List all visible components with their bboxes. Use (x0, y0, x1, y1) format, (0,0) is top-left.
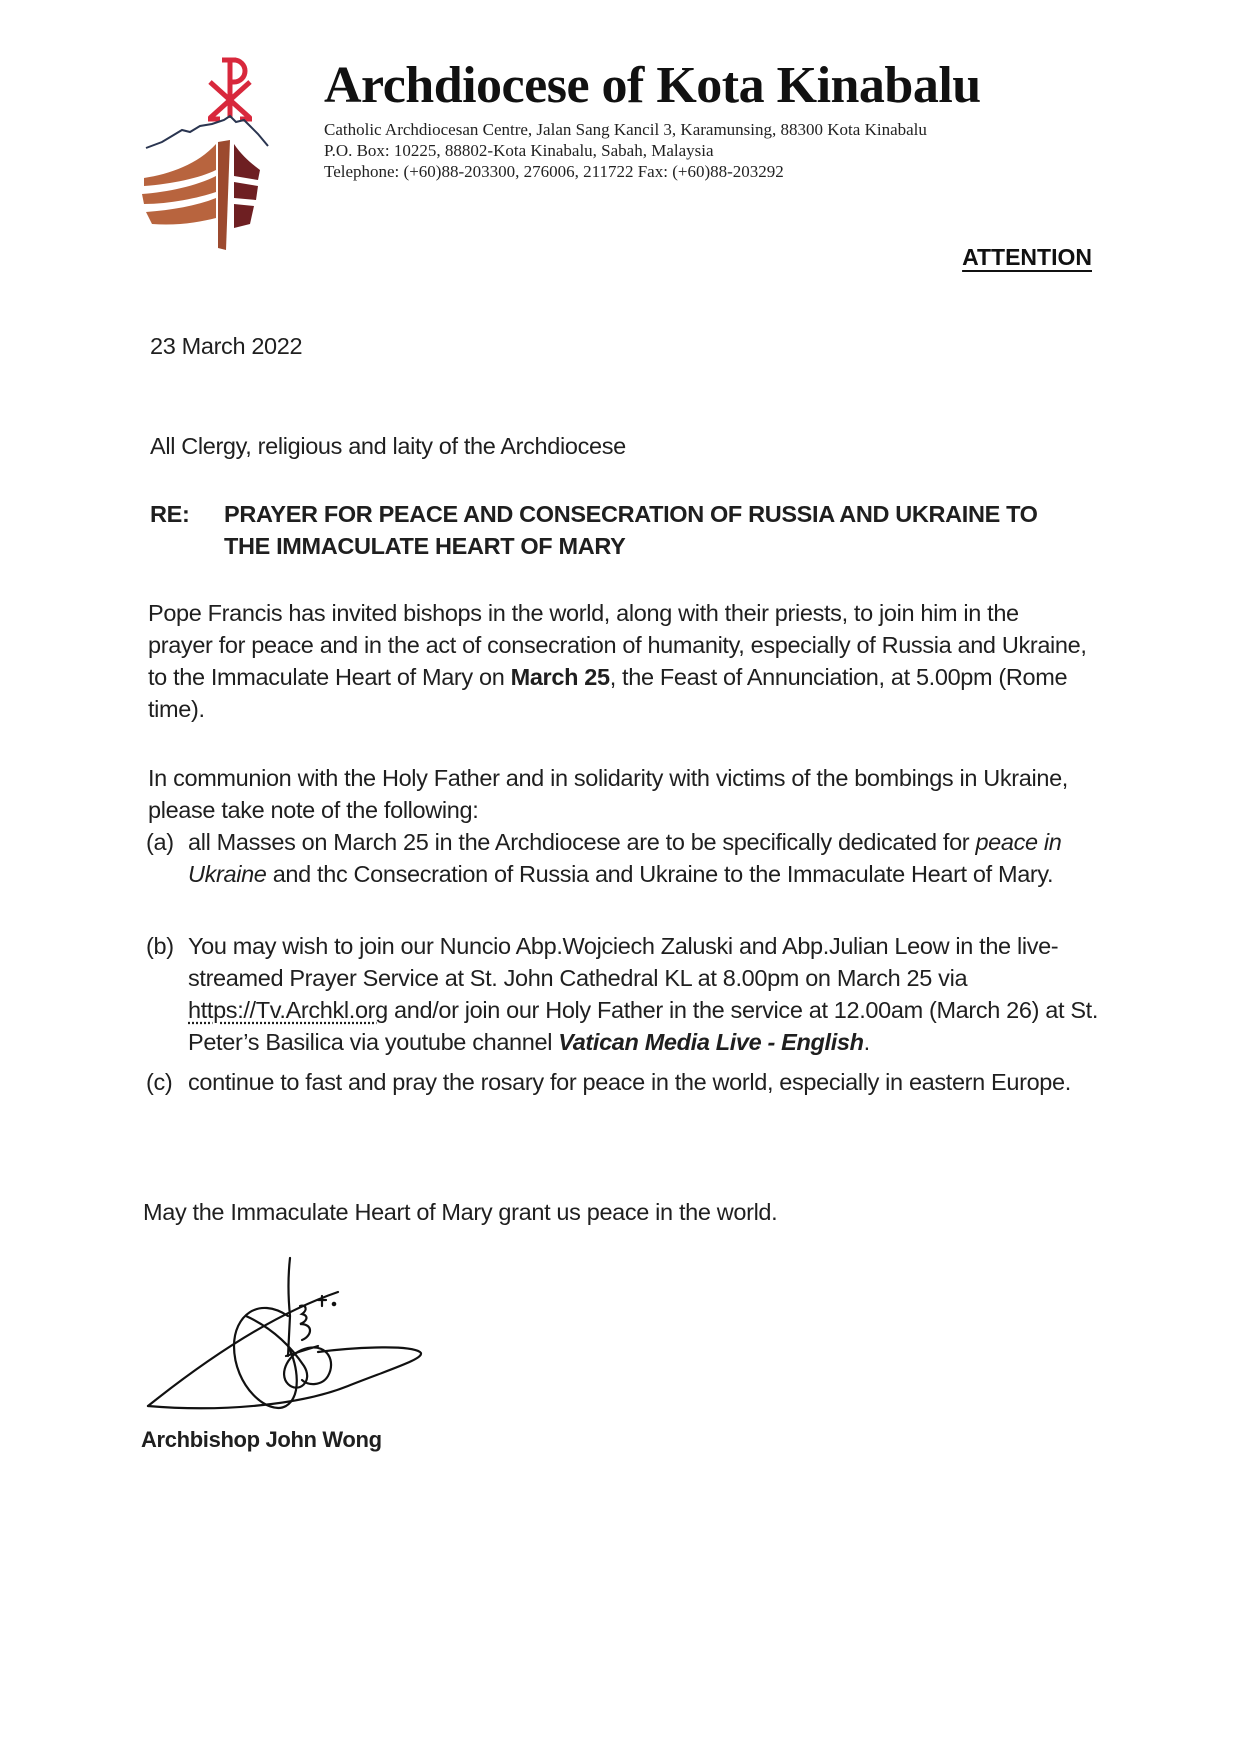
list-item-text: all Masses on March 25 in the Archdiocese are to be specifically dedicated for (188, 829, 976, 855)
chi-rho-icon (208, 60, 252, 119)
list-item-text: . (863, 1029, 870, 1055)
list-item-text: continue to fast and pray the rosary for peace in the world, especially in eastern Europe. (188, 1069, 1071, 1095)
list-marker: (c) (146, 1069, 173, 1095)
boat-icon (142, 140, 260, 250)
paragraph-communion: In communion with the Holy Father and in solidarity with victims of the bombings in Ukraine, please take note of the following: (148, 765, 1068, 823)
bold-date: March 25 (510, 664, 610, 690)
list-item-text: You may wish to join our Nuncio Abp.Wojciech Zaluski and Abp.Julian Leow in the live-streamed Prayer Service at St. John Cathedral KL at 8.00pm on March 25 via (188, 933, 1059, 991)
recipient-line: All Clergy, religious and laity of the Archdiocese (150, 433, 626, 459)
paragraph-text: Pope Francis has invited bishops in the world, along with their priests, to join him in the prayer for peace and in the act of consecration of humanity, especially of Russia and Ukraine, to the Immaculate Heart of Mary on (148, 600, 1087, 690)
list-item-a (146, 826, 1106, 890)
list-item-content (188, 930, 1106, 1058)
archdiocese-logo (138, 52, 288, 252)
organization-name: Archdiocese of Kota Kinabalu (324, 57, 981, 114)
list-item-c (146, 1066, 1106, 1098)
paragraph-text: , the Feast of Annunciation, at 5.00pm (Rome time). (148, 664, 1068, 722)
address-line: Catholic Archdiocesan Centre, Jalan Sang Kancil 3, Karamunsing, 88300 Kota Kinabalu (324, 120, 927, 139)
paragraph-invitation (148, 597, 1088, 725)
list-marker: (b) (146, 933, 174, 959)
list-marker: (a) (146, 829, 174, 855)
list-item-text: and thc Consecration of Russia and Ukraine to the Immaculate Heart of Mary. (266, 861, 1054, 887)
signature-icon (138, 1256, 438, 1416)
list-item-b (146, 930, 1106, 1058)
letter-date: 23 March 2022 (150, 333, 303, 359)
subject-text: PRAYER FOR PEACE AND CONSECRATION OF RUSSIA AND UKRAINE TO THE IMMACULATE HEART OF MARY (224, 501, 1038, 559)
list-item-content (188, 826, 1106, 890)
po-box-line: P.O. Box: 10225, 88802-Kota Kinabalu, Sabah, Malaysia (324, 141, 714, 160)
subject-label: RE: (150, 501, 190, 527)
italic-text: peace in Ukraine (188, 829, 1062, 887)
livestream-link[interactable]: https://Tv.Archkl.org (188, 997, 388, 1023)
closing-line: May the Immaculate Heart of Mary grant us peace in the world. (143, 1199, 778, 1225)
signer-name: Archbishop John Wong (141, 1427, 382, 1452)
list-item-text: and/or join our Holy Father in the service at 12.00am (March 26) at St. Peter’s Basilica via youtube channel (188, 997, 1099, 1055)
telephone-fax-line: Telephone: (+60)88-203300, 276006, 211722 Fax: (+60)88-203292 (324, 162, 784, 181)
youtube-channel-name: Vatican Media Live - English (558, 1029, 864, 1055)
attention-label: ATTENTION (962, 244, 1092, 270)
